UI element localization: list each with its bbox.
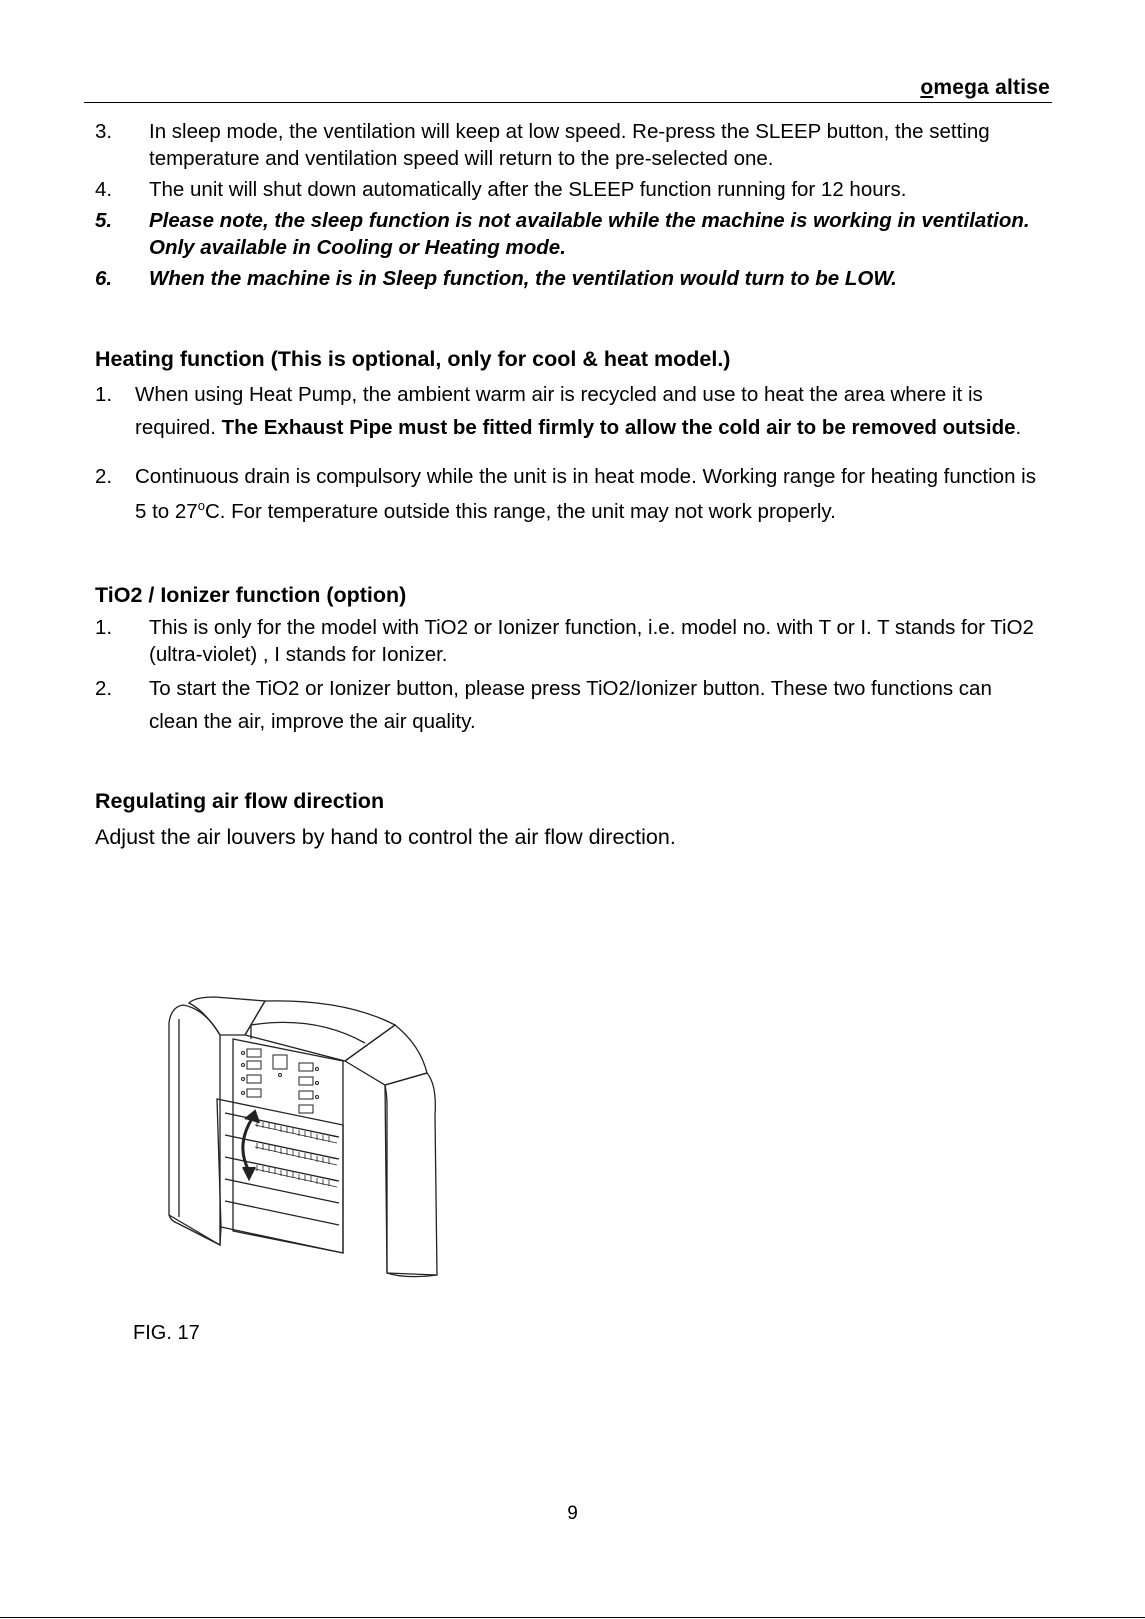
item-number: 1. — [95, 615, 113, 639]
heating-item-1 — [95, 378, 1045, 444]
item-text: When the machine is in Sleep function, the ventilation would turn to be LOW. — [149, 267, 897, 290]
item-number: 2. — [95, 676, 113, 700]
item-number: 2. — [95, 465, 113, 488]
sleep-item-4 — [95, 176, 1045, 203]
item-text: This is only for the model with TiO2 or Ionizer function, i.e. model no. with T or I. T stands for TiO2 (ultra-violet) , I stands for Ionizer. — [149, 615, 1034, 666]
item-text: In sleep mode, the ventilation will keep at low speed. Re-press the SLEEP button, the setting temperature and ventilation speed will return to the pre-selected one. — [149, 120, 990, 170]
brand-logo-text — [920, 76, 1050, 100]
tio2-item-2 — [95, 672, 1045, 738]
heating-heading: Heating function (This is optional, only for cool & heat model.) — [95, 347, 731, 371]
item-text: When using Heat Pump, the ambient warm air is recycled and use to heat the area where it is required. — [135, 383, 983, 439]
tio2-heading: TiO2 / Ionizer function (option) — [95, 582, 407, 607]
item-number: 1. — [95, 383, 113, 406]
tio2-item-1 — [95, 614, 1045, 668]
item-text: Please note, the sleep function is not available while the machine is working in ventilation. Only available in Cooling or Heating mode. — [149, 209, 1030, 259]
item-text: The unit will shut down automatically after the SLEEP function running for 12 hours. — [149, 178, 907, 201]
sleep-item-6-note — [95, 265, 1045, 292]
figure-air-conditioner-illustration — [165, 995, 455, 1280]
item-text: Continuous drain is compulsory while the unit is in heat mode. Working range for heating function is 5 to 27 — [135, 465, 1036, 523]
figure-caption: FIG. 17 — [133, 1322, 200, 1344]
airflow-text: Adjust the air louvers by hand to control the air flow direction. — [95, 824, 676, 849]
page-number: 9 — [567, 1503, 578, 1524]
page-content — [95, 118, 1045, 852]
bottom-divider — [0, 1617, 1145, 1618]
sleep-item-5-note — [95, 207, 1045, 261]
page-header — [84, 70, 1052, 103]
item-text-end: . — [1015, 416, 1022, 439]
item-number: 4. — [95, 178, 113, 201]
item-number: 3. — [95, 120, 113, 143]
heating-item-2 — [95, 462, 1045, 526]
brand-initial: o — [920, 76, 934, 99]
item-number: 5. — [95, 209, 113, 232]
degree-superscript: o — [197, 498, 205, 513]
item-text: To start the TiO2 or Ionizer button, please press TiO2/Ionizer button. These two functions can clean the air, improve the air quality. — [149, 676, 992, 733]
item-text-bold: The Exhaust Pipe must be fitted firmly to allow the cold air to be removed outside — [221, 416, 1016, 439]
item-number: 6. — [95, 267, 113, 290]
brand-rest: mega altise — [933, 76, 1050, 99]
sleep-item-3 — [95, 118, 1045, 172]
airflow-heading: Regulating air flow direction — [95, 788, 385, 813]
item-text-rest: C. For temperature outside this range, the unit may not work properly. — [204, 499, 836, 523]
